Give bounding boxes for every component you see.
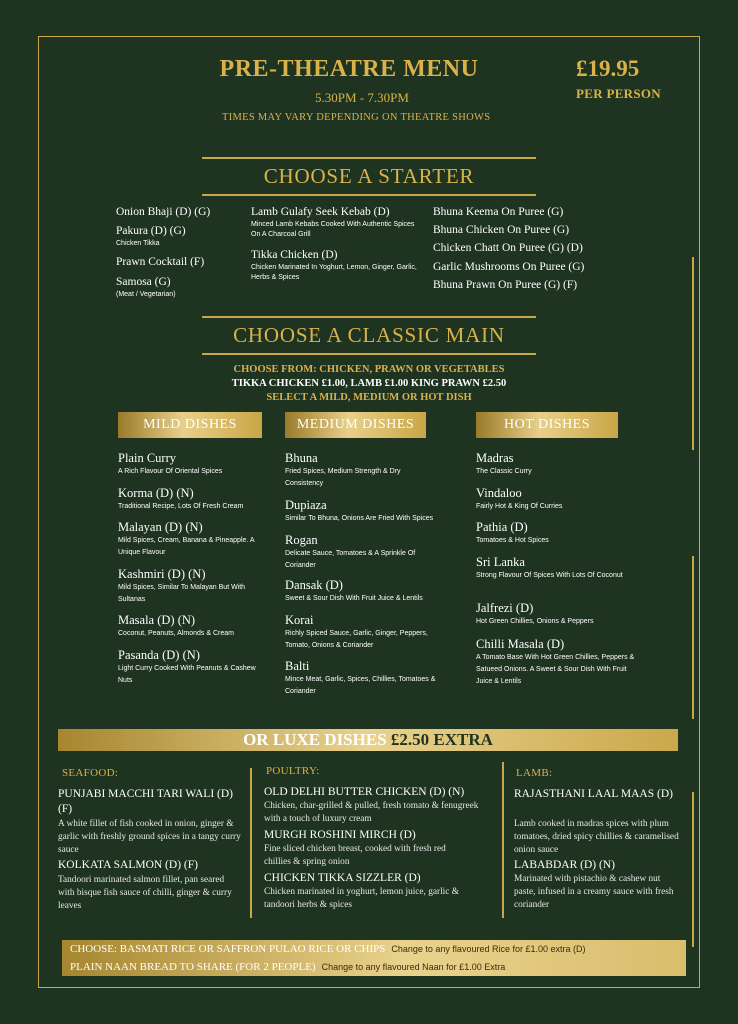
dish-desc: A Rich Flavour Of Oriental Spices — [118, 468, 223, 475]
dish-name: Jalfrezi (D) — [476, 601, 534, 615]
dish-desc: Light Curry Cooked With Peanuts & Cashew Nuts — [118, 665, 256, 684]
dish-name: Plain Curry — [118, 451, 176, 465]
dish-name: Vindaloo — [476, 486, 522, 500]
mild-dishes-label: MILD DISHES — [118, 412, 262, 438]
luxe-heading — [58, 729, 678, 751]
luxe-heading-price: £2.50 EXTRA — [390, 730, 493, 749]
dish-name: Pathia (D) — [476, 520, 528, 534]
dish-desc: Hot Green Chillies, Onions & Peppers — [476, 618, 594, 625]
luxe-dish-name: OLD DELHI BUTTER CHICKEN (D) (N) — [264, 786, 465, 798]
naan-choice: PLAIN NAAN BREAD TO SHARE (FOR 2 PEOPLE) — [70, 961, 316, 973]
starter-item: Prawn Cocktail (F) — [116, 256, 205, 268]
luxe-dish-desc: Tandoori marinated salmon fillet, pan seared with bisque fish sauce of chilli, ginger & curry leaves — [58, 875, 232, 911]
dish-name: Kashmiri (D) (N) — [118, 567, 206, 581]
luxe-heading-text: OR LUXE DISHES — [243, 730, 391, 749]
column-divider — [250, 768, 252, 918]
medium-dishes-label: MEDIUM DISHES — [285, 412, 426, 438]
dish-desc: Traditional Recipe, Lots Of Fresh Cream — [118, 503, 244, 510]
luxe-dish-desc: A white fillet of fish cooked in onion, ginger & garlic with freshly ground spices in a tangy curry sauce — [58, 819, 241, 855]
luxe-dish-desc: Fine sliced chicken breast, cooked with fresh red chillies & spring onion — [264, 844, 446, 867]
menu-title: PRE-THEATRE MENU — [219, 56, 479, 82]
decorative-line — [692, 556, 694, 719]
starter-item-desc: Minced Lamb Kebabs Cooked With Authentic Spices On A Charcoal Grill — [251, 221, 415, 238]
dish-name: Masala (D) (N) — [118, 613, 196, 627]
luxe-dish-name: RAJASTHANI LAAL MAAS (D) — [514, 788, 673, 800]
main-option-line: CHOOSE FROM: CHICKEN, PRAWN OR VEGETABLES — [233, 364, 505, 375]
seafood-label: SEAFOOD: — [62, 767, 119, 779]
starter-item-desc: Chicken Marinated In Yoghurt, Lemon, Ginger, Garlic, Herbs & Spices — [251, 264, 417, 281]
starter-item: Pakura (D) (G) — [116, 225, 186, 237]
dish-desc: A Tomato Base With Hot Green Chillies, Peppers & Satueed Onions. A Sweet & Sour Dish With Fruit Juice & Lentils — [476, 654, 635, 685]
dish-name: Malayan (D) (N) — [118, 520, 203, 534]
starter-item: Chicken Chatt On Puree (G) (D) — [433, 242, 583, 254]
dish-name: Balti — [285, 659, 310, 673]
starter-item: Garlic Mushrooms On Puree (G) — [433, 261, 585, 273]
starter-item: Bhuna Chicken On Puree (G) — [433, 224, 570, 236]
poultry-label: POULTRY: — [266, 765, 320, 777]
starter-item: Tikka Chicken (D) — [251, 249, 338, 261]
hot-dishes-label: HOT DISHES — [476, 412, 618, 438]
main-heading: CHOOSE A CLASSIC MAIN — [233, 323, 505, 347]
luxe-dish-desc: Lamb cooked in madras spices with plum tomatoes, dried spicy chillies & caramelised onion sauce — [514, 819, 679, 855]
starter-heading: CHOOSE A STARTER — [263, 164, 475, 188]
rice-upgrade-note: Change to any flavoured Rice for £1.00 extra (D) — [391, 944, 586, 954]
dish-desc: Coconut, Peanuts, Almonds & Cream — [118, 630, 234, 637]
luxe-dish-desc: Chicken marinated in yoghurt, lemon juice, garlic & tandoori herbs & spices — [264, 887, 459, 910]
luxe-dish-name: CHICKEN TIKKA SIZZLER (D) — [264, 872, 421, 884]
starter-item-desc: (Meat / Vegetarian) — [116, 291, 176, 298]
dish-name: Dupiaza — [285, 498, 327, 512]
luxe-dish-name: PUNJABI MACCHI TARI WALI (D) (F) — [58, 788, 233, 815]
dish-desc: Fairly Hot & King Of Curries — [476, 503, 563, 510]
dish-name: Korma (D) (N) — [118, 486, 194, 500]
naan-upgrade-note: Change to any flavoured Naan for £1.00 Extra — [321, 962, 506, 972]
starter-item: Bhuna Prawn On Puree (G) (F) — [433, 279, 578, 291]
rice-choice-bar — [62, 940, 686, 958]
dish-desc: Richly Spiced Sauce, Garlic, Ginger, Peppers, Tomato, Onions & Coriander — [285, 630, 428, 649]
dish-desc: The Classic Curry — [476, 468, 532, 475]
times-note: TIMES MAY VARY DEPENDING ON THEATRE SHOWS — [222, 112, 491, 123]
dish-name: Chilli Masala (D) — [476, 637, 565, 651]
dish-name: Bhuna — [285, 451, 318, 465]
service-times: 5.30PM - 7.30PM — [315, 90, 409, 105]
dish-desc: Delicate Sauce, Tomatoes & A Sprinkle Of Coriander — [285, 550, 416, 569]
divider — [202, 157, 536, 159]
dish-desc: Tomatoes & Hot Spices — [476, 537, 549, 544]
price: £19.95 — [576, 56, 640, 81]
naan-bar — [62, 958, 686, 976]
divider — [202, 353, 536, 355]
dish-name: Pasanda (D) (N) — [118, 648, 200, 662]
starter-item: Bhuna Keema On Puree (G) — [433, 206, 564, 218]
price-per-person: PER PERSON — [576, 86, 661, 101]
starter-item: Onion Bhaji (D) (G) — [116, 206, 211, 218]
rice-choice: CHOOSE: BASMATI RICE OR SAFFRON PULAO RICE OR CHIPS — [70, 943, 386, 955]
dish-desc: Mild Spices, Similar To Malayan But With Sultanas — [118, 584, 246, 603]
dish-name: Sri Lanka — [476, 555, 525, 569]
starter-item: Lamb Gulafy Seek Kebab (D) — [251, 206, 390, 218]
dish-desc: Sweet & Sour Dish With Fruit Juice & Lentils — [285, 595, 423, 602]
column-divider — [502, 762, 504, 918]
divider — [202, 316, 536, 318]
dish-desc: Mince Meat, Garlic, Spices, Chillies, Tomatoes & Coriander — [285, 676, 436, 695]
luxe-dish-name: MURGH ROSHINI MIRCH (D) — [264, 829, 416, 841]
dish-desc: Strong Flavour Of Spices With Lots Of Coconut — [476, 572, 623, 579]
dish-desc: Similar To Bhuna, Onions Are Fried With Spices — [285, 515, 434, 522]
decorative-line — [692, 792, 694, 947]
luxe-dish-desc: Chicken, char-grilled & pulled, fresh tomato & fenugreek with a touch of luxury cream — [264, 801, 479, 824]
dish-desc: Fried Spices, Medium Strength & Dry Consistency — [285, 468, 401, 487]
luxe-dish-desc: Marinated with pistachio & cashew nut paste, infused in a creamy sauce with fresh coriander — [514, 874, 674, 910]
lamb-label: LAMB: — [516, 767, 553, 779]
dish-name: Rogan — [285, 533, 318, 547]
dish-name: Madras — [476, 451, 514, 465]
main-options — [0, 363, 738, 405]
divider — [202, 194, 536, 196]
decorative-line — [692, 257, 694, 450]
dish-name: Dansak (D) — [285, 578, 343, 592]
main-option-line: SELECT A MILD, MEDIUM OR HOT DISH — [266, 392, 472, 403]
luxe-dish-name: KOLKATA SALMON (D) (F) — [58, 859, 198, 871]
luxe-dish-name: LABABDAR (D) (N) — [514, 859, 615, 871]
starter-item: Samosa (G) — [116, 276, 171, 288]
main-option-line: TIKKA CHICKEN £1.00, LAMB £1.00 KING PRAWN £2.50 — [231, 378, 507, 389]
dish-name: Korai — [285, 613, 314, 627]
starter-item-desc: Chicken Tikka — [116, 240, 160, 247]
dish-desc: Mild Spices, Cream, Banana & Pineapple. A Unique Flavour — [118, 537, 255, 556]
